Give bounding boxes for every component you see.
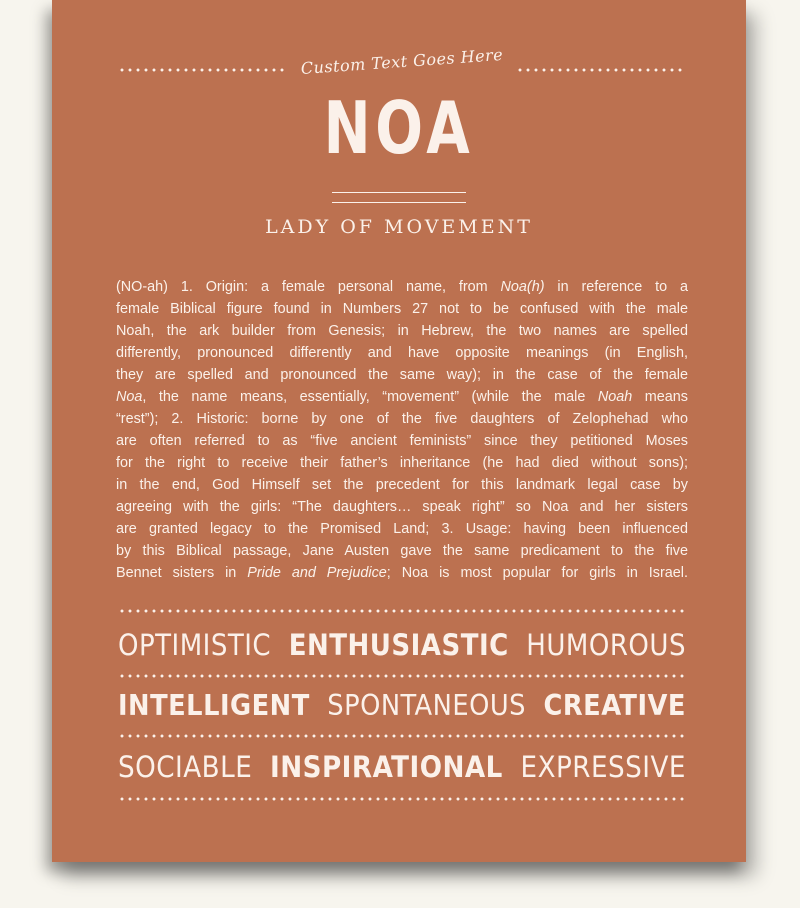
name-definition [116, 276, 688, 584]
definition-line: Noa, the name means, essentially, “movement” (while the male Noah means [116, 389, 689, 405]
trait-word: SOCIABLE [118, 750, 253, 784]
trait-word: CREATIVE [543, 688, 686, 722]
definition-line: differently, pronounced differently and have opposite meanings (in English, [116, 345, 688, 361]
definition-line: for the right to receive their father’s inheritance (he had died without sons); [116, 455, 688, 471]
rule-top [332, 192, 466, 193]
definition-line: Bennet sisters in Pride and Prejudice; Noa is most popular for girls in Israel. [116, 565, 688, 581]
name-meaning: LADY OF MOVEMENT [265, 216, 533, 238]
trait-word: SPONTANEOUS [327, 688, 526, 722]
definition-line: agreeing with the girls: “The daughters… speak right” so Noa and her sisters [116, 499, 688, 515]
traits-row-3 [118, 750, 686, 784]
trait-word: ENTHUSIASTIC [288, 628, 509, 662]
tagline: Custom Text Goes Here [300, 44, 504, 79]
trait-word: INTELLIGENT [118, 688, 310, 722]
definition-line: by this Biblical passage, Jane Austen gave the same predicament to the five [116, 543, 688, 559]
dotted-divider [118, 797, 686, 801]
traits-row-1 [118, 628, 686, 662]
definition-line: are granted legacy to the Promised Land; 3. Usage: having been influenced [116, 521, 688, 537]
dotted-divider [118, 674, 686, 678]
trait-word: INSPIRATIONAL [269, 750, 503, 784]
definition-line: “rest”); 2. Historic: borne by one of the five daughters of Zelophehad who [116, 411, 688, 427]
dotted-divider [118, 734, 686, 738]
trait-word: HUMOROUS [526, 628, 686, 662]
definition-line: Noah, the ark builder from Genesis; in Hebrew, the two names are spelled [116, 323, 688, 339]
definition-line: they are spelled and pronounced the same way); in the case of the female [116, 367, 688, 383]
name-title: NOA [323, 86, 475, 170]
definition-line: (NO-ah) 1. Origin: a female personal name, from Noa(h) in reference to a [116, 279, 688, 295]
dotted-divider [118, 609, 686, 613]
rule-bottom [332, 202, 466, 203]
dotted-divider-right [516, 68, 686, 72]
definition-line: in the end, God Himself set the precedent for this landmark legal case by [116, 477, 688, 493]
name-poster [52, 0, 746, 862]
traits-row-2 [118, 688, 686, 722]
definition-line: female Biblical figure found in Numbers 27 not to be confused with the male [116, 301, 688, 317]
definition-line: are often referred to as “five ancient feminists” since they petitioned Moses [116, 433, 688, 449]
trait-word: EXPRESSIVE [520, 750, 686, 784]
trait-word: OPTIMISTIC [118, 628, 272, 662]
tagline-row [118, 44, 686, 82]
